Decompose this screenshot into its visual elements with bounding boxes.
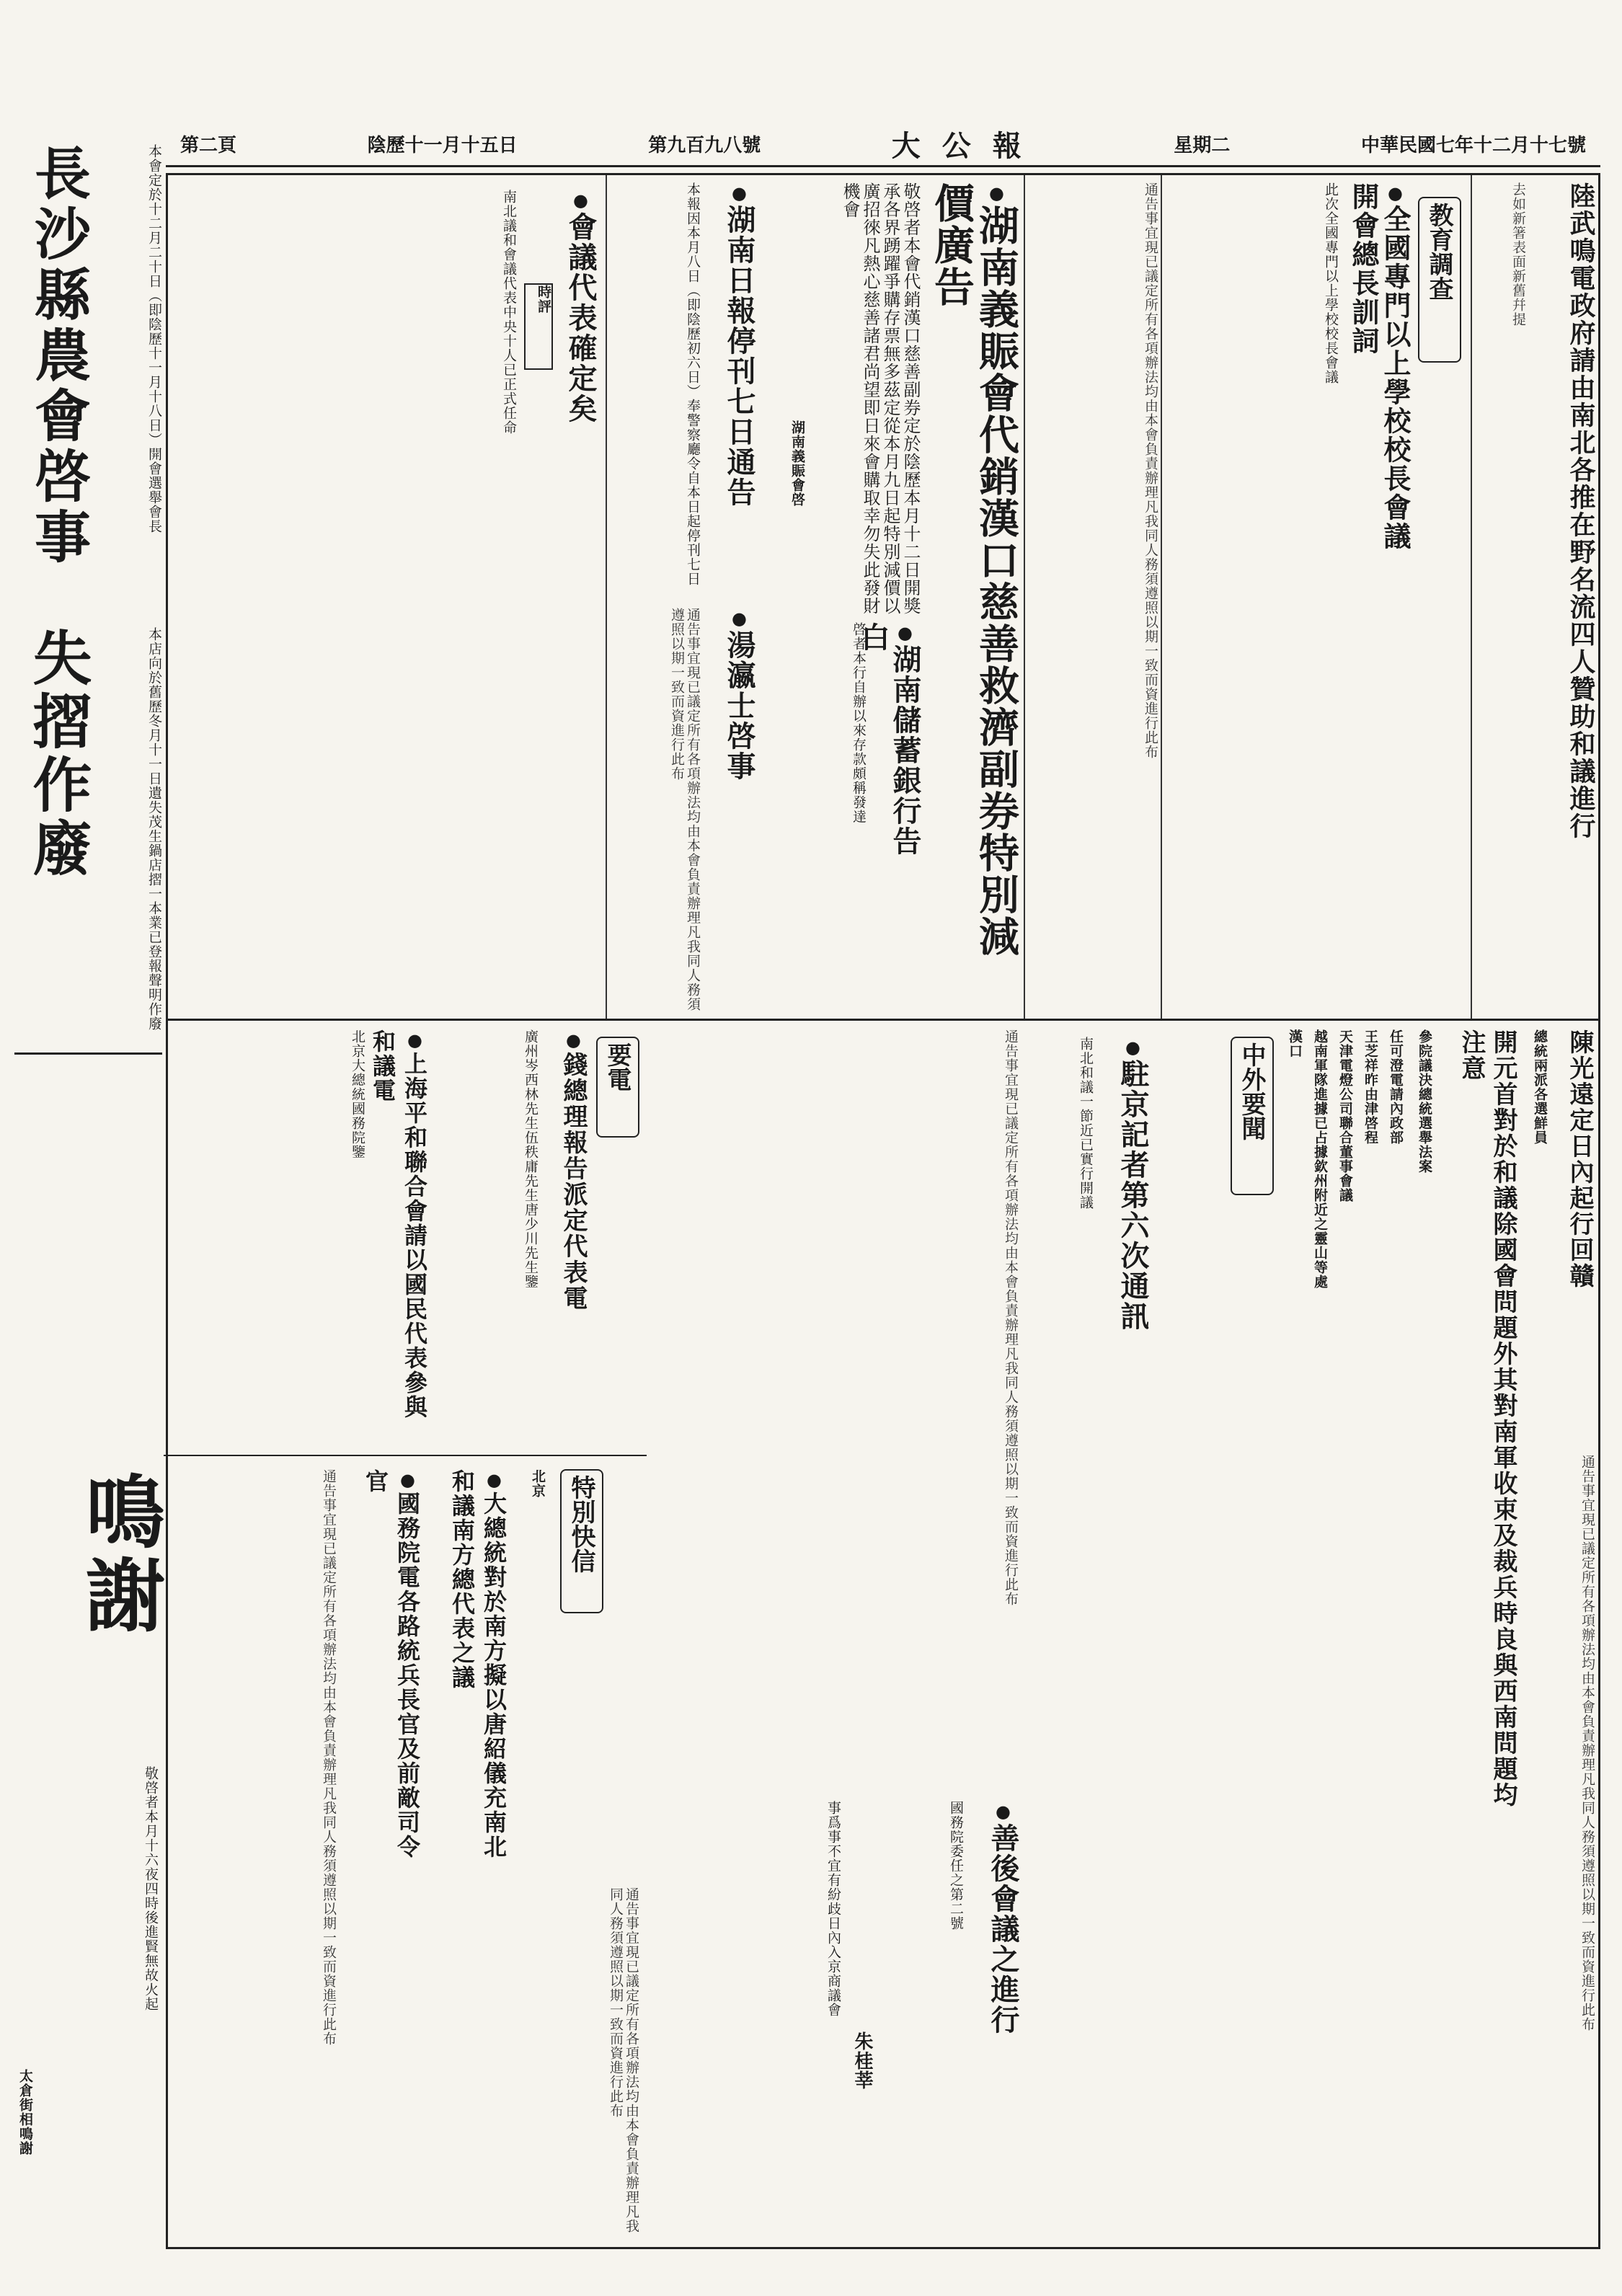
headline-list-2: 總統兩派各選鮮員	[1532, 1029, 1548, 1145]
headline-lu: 陸武鳴電政府請由南北各推在野名流四人贊助和議進行	[1566, 182, 1596, 840]
headline-5: ● 會議代表確定矣	[546, 190, 596, 464]
section-education: 教育調查	[1418, 197, 1461, 363]
article-zhongwai	[1151, 1022, 1598, 2248]
text-5: 南北議和會議代表中央十人已正式任命	[501, 190, 517, 435]
headline-list-4: 參院議決總統選舉法案	[1417, 1029, 1432, 1174]
signer-1: 湖南義賑會啓	[789, 420, 805, 507]
headline-zhuking: ● 駐京記者第六次通訊	[1098, 1037, 1148, 1440]
headline-list-5: 任可澄電請內政部	[1388, 1029, 1404, 1145]
weekday: 星期二	[1174, 135, 1231, 156]
lunar-date: 陰歷十一月十五日	[367, 135, 518, 156]
text-2: 啓者本行自辦以來存款頗稱發達	[851, 622, 867, 824]
section-special: 特別快信	[560, 1469, 603, 1613]
lost-title: 失摺作廢	[23, 627, 92, 881]
section-zhongwai: 中外要聞	[1231, 1037, 1274, 1195]
thanks-title: 鳴謝	[73, 1471, 166, 1638]
headline-1: ● 湖南義賑會代銷漢口慈善救濟副券特別減價廣告	[925, 182, 1019, 975]
article-education	[1166, 175, 1468, 1019]
changsha-text: 本會定於十二月二十日（即陰歷十一月十八日）開會選舉會長	[146, 144, 162, 533]
text-3: 本報因本月八日（即陰歷初六日）奉警察廳令自本日起停刊七日	[685, 182, 701, 586]
text-edu: 此次全國專門以上學校校長會議	[1323, 182, 1339, 384]
thanks-signer: 太倉街相鳴謝	[17, 2069, 33, 2155]
text-telegram-filler: 通告事宜現已議定所有各項辦法均由本會負責辦理凡我同人務須遵照以期一致而資進行此布	[608, 1887, 639, 2233]
side-ads	[14, 123, 166, 2249]
article-shanhou	[647, 1022, 1021, 2248]
dateline-beijing: 北京	[530, 1469, 546, 1498]
masthead	[166, 123, 1600, 167]
text-lu: 去如新箸表面新舊幷提	[1510, 182, 1526, 327]
changsha-title: 長沙縣農會啓事	[25, 144, 91, 568]
signer-shanhou: 朱桂莘	[851, 2031, 873, 2090]
text-qian: 廣州岑西林先生伍秩庸先生唐少川先生鑒	[523, 1029, 539, 1289]
text-shanhou-filler: 通告事宜現已議定所有各項辦法均由本會負責辦理凡我同人務須遵照以期一致而資進行此布	[1003, 1029, 1019, 1606]
page-number: 第二頁	[180, 135, 237, 156]
headline-4: ● 湯瀛士啓事	[704, 608, 755, 795]
article-telegrams	[164, 1022, 647, 2248]
headline-list-6: 王芝祥昨由津啓程	[1362, 1029, 1378, 1145]
main-body	[166, 173, 1600, 2249]
headline-qian: ● 錢總理報告派定代表電	[546, 1029, 589, 1332]
text-zhuking: 南北和議一節近已實行開議	[1078, 1037, 1094, 1210]
text-4-filler: 通告事宜現已議定所有各項辦法均由本會負責辦理凡我同人務須遵照以期一致而資進行此布	[669, 608, 701, 1011]
paper-name: 大公報	[891, 129, 1043, 163]
section-telegram: 要電	[596, 1037, 639, 1138]
text-shanhou: 國務院委任之第二號	[948, 1801, 964, 1931]
article-lu	[1472, 175, 1598, 1019]
text-special-filler: 通告事宜現已議定所有各項辦法均由本會負責辦理凡我同人務須遵照以期一致而資進行此布	[321, 1469, 337, 2046]
text-filler-a: 通告事宜現已議定所有各項辦法均由本會負責辦理凡我同人務須遵照以期一致而資進行此布	[1143, 182, 1158, 759]
text-zhongwai-filler: 通告事宜現已議定所有各項辦法均由本會負責辦理凡我同人務須遵照以期一致而資進行此布	[1579, 1455, 1595, 2031]
headline-list-9: 漢口	[1287, 1029, 1303, 1058]
headline-list-3: 開元首對於和議除國會問題外其對南軍收束及裁兵時良與西南問題均注意	[1457, 1029, 1517, 1808]
item-1: ● 大總統對於南方擬以唐紹儀充南北和議南方總代表之議	[430, 1469, 510, 1873]
headline-shanhou: ● 善後會議之進行	[968, 1801, 1019, 2060]
article-block-left	[164, 175, 1021, 1019]
text-shanghai: 北京大總統國務院鑒	[350, 1029, 365, 1159]
headline-2: ● 湖南儲蓄銀行告白	[870, 622, 921, 860]
text-shanhou-2: 事爲事不宜有紛歧日內入京商議會	[825, 1801, 841, 2017]
headline-3: ● 湖南日報停刊七日通告	[704, 182, 755, 586]
issue-number: 第九百九八號	[648, 135, 761, 156]
lost-text: 本店向於舊歷冬月十一日遺失茂生鍋店摺一本業已登報聲明作廢	[146, 627, 162, 1031]
headline-list-1: 陳光遠定日內起行回贛	[1565, 1029, 1594, 1289]
label-5: 時評	[524, 283, 553, 370]
item-2: ● 國務院電各路統兵長官及前敵司令官	[344, 1469, 423, 1873]
thanks-text: 敬啓者本月十六夜四時後進賢無故火起	[143, 1766, 159, 2011]
headline-list-7: 天津電燈公司聯合董事會議	[1337, 1029, 1353, 1202]
headline-edu: ● 全國專門以上學校校長會議開會總長訓詞	[1342, 182, 1411, 572]
article-zhuking	[1021, 1022, 1151, 2248]
headline-list-8: 越南軍隊進據已占據欽州附近之靈山等處	[1312, 1029, 1328, 1289]
headline-shanghai: ● 上海平和聯合會請以國民代表參與和議電	[373, 1029, 430, 1433]
date-roc: 中華民國七年十二月十七號	[1360, 135, 1586, 156]
text-1: 敬啓者本會代銷漢口慈善副券定於陰歷本月十二日開獎承各界踴躍爭購存票無多茲定從本月九日起特別減價以廣招徠凡熱心慈善諸君尚望即日來會購取幸勿失此發財機會	[840, 182, 921, 615]
